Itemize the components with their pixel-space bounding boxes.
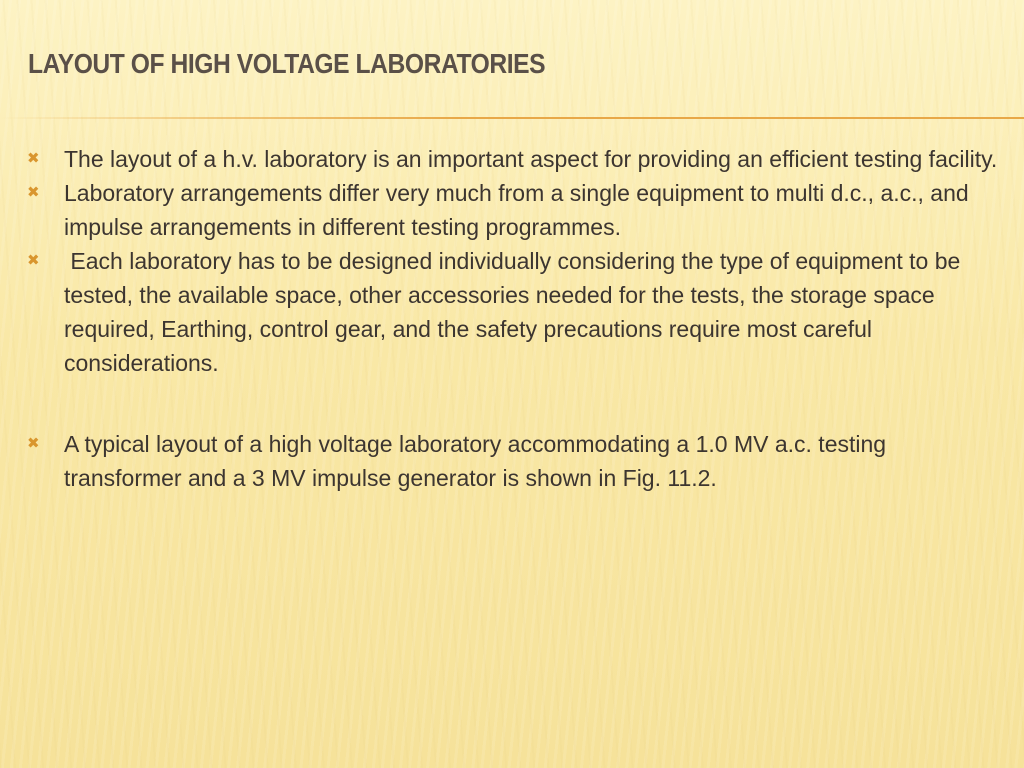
bullet-item-2 (24, 176, 1009, 244)
x-mark-icon: ✖ (27, 184, 40, 201)
x-mark-icon: ✖ (27, 150, 40, 167)
title-underline-divider (0, 117, 1024, 119)
x-mark-icon: ✖ (27, 252, 40, 269)
bullet-list (24, 142, 1009, 495)
bullet-text-3: Each laboratory has to be designed individually considering the type of equipment to be tested, the available space, other accessories needed for the tests, the storage space required, Earthing, control gear, and the safety precautions require most careful considerations. (64, 248, 967, 376)
bullet-item-4 (24, 427, 1009, 495)
bullet-text-2: Laboratory arrangements differ very much from a single equipment to multi d.c., a.c., and impulse arrangements in different testing programmes. (64, 180, 969, 240)
bullet-text-1: The layout of a h.v. laboratory is an important aspect for providing an efficient testing facility. (64, 146, 998, 172)
slide-title: LAYOUT OF HIGH VOLTAGE LABORATORIES (28, 48, 546, 79)
bullet-item-3 (24, 244, 1009, 380)
bullet-text-4: A typical layout of a high voltage laboratory accommodating a 1.0 MV a.c. testing transformer and a 3 MV impulse generator is shown in Fig. 11.2. (64, 431, 887, 491)
bullet-item-1 (24, 142, 1009, 176)
x-mark-icon: ✖ (27, 435, 40, 452)
